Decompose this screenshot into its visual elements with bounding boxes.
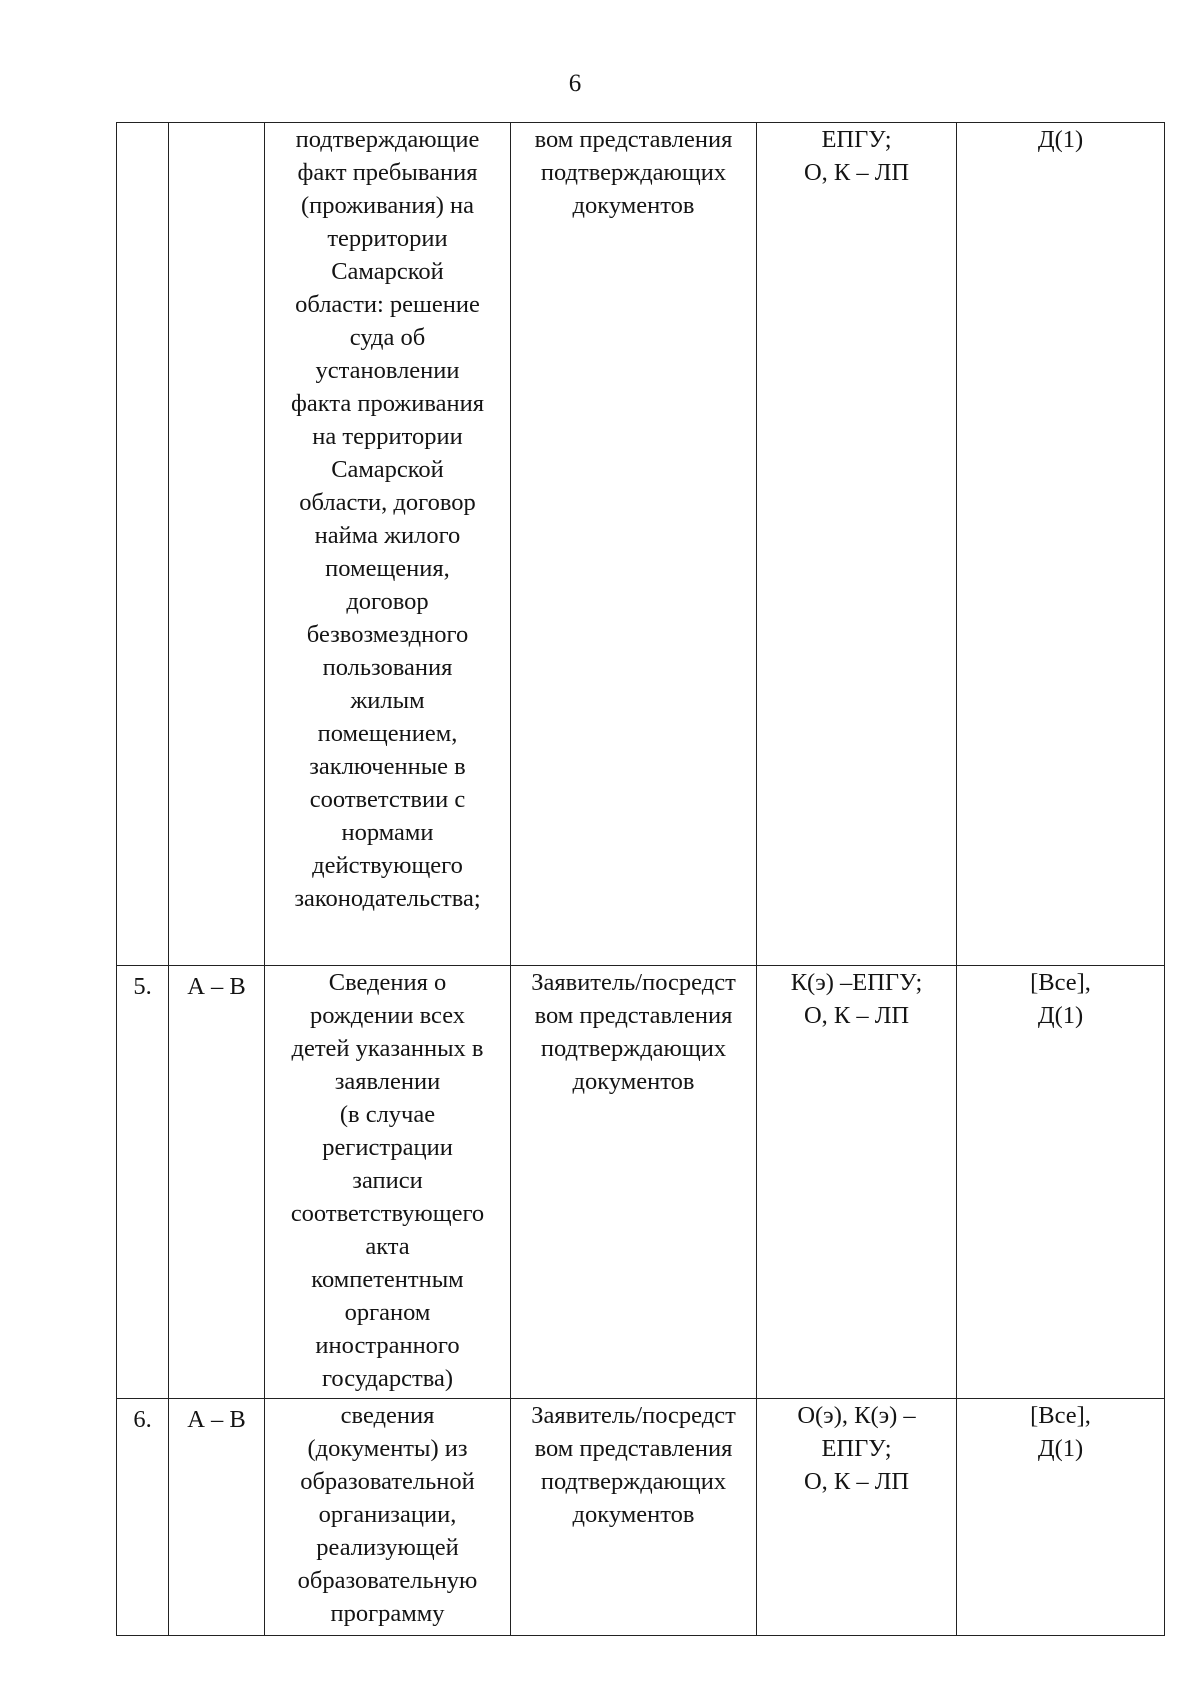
submission-method-cell: [511, 966, 757, 1399]
text-line: О, К – ЛП: [803, 1468, 910, 1495]
text-line: законодательства;: [294, 885, 481, 912]
text-line: факт пребывания: [297, 159, 478, 186]
scope: [963, 1399, 1158, 1465]
text-line: ЕПГУ;: [821, 126, 892, 153]
table-row: [117, 123, 1165, 966]
submission-method: [517, 123, 750, 222]
document-description: [271, 1399, 504, 1630]
text-line: области, договор: [299, 489, 476, 516]
text-line: установлении: [315, 357, 460, 384]
text-line: компетентным: [311, 1266, 464, 1293]
scope: [963, 966, 1158, 1032]
text-line: пользования: [322, 654, 453, 681]
text-line: органом: [344, 1299, 431, 1326]
text-line: ЕПГУ;: [821, 1435, 892, 1462]
text-line: О, К – ЛП: [803, 159, 910, 186]
text-line: вом представления: [534, 1435, 733, 1462]
requirements-table: [116, 122, 1165, 1636]
text-line: помещением,: [317, 720, 458, 747]
text-line: области: решение: [295, 291, 480, 318]
submission-channel-cell: [757, 1399, 957, 1636]
text-line: Заявитель/посредст: [531, 969, 736, 996]
submission-channel: [763, 1399, 950, 1498]
text-line: образовательной: [300, 1468, 475, 1495]
submission-method-cell: [511, 1399, 757, 1636]
submission-method: [517, 1399, 750, 1531]
text-line: Самарской: [331, 456, 444, 483]
text-line: жилым: [350, 687, 425, 714]
text-line: сведения: [340, 1402, 435, 1429]
text-line: программу: [330, 1600, 445, 1627]
text-line: Д(1): [1037, 1435, 1084, 1462]
text-line: Заявитель/посредст: [531, 1402, 736, 1429]
text-line: безвозмездного: [306, 621, 469, 648]
row-number-cell: [117, 966, 169, 1399]
text-line: регистрации: [322, 1134, 453, 1161]
submission-method-cell: [511, 123, 757, 966]
scope-cell: [957, 123, 1165, 966]
scope-cell: [957, 966, 1165, 1399]
text-line: записи: [352, 1167, 423, 1194]
text-line: документов: [572, 1068, 695, 1095]
text-line: детей указанных в: [291, 1035, 484, 1062]
text-line: [Все],: [1030, 1402, 1091, 1429]
applicant-category-cell: [169, 123, 265, 966]
submission-channel-cell: [757, 966, 957, 1399]
text-line: нормами: [341, 819, 434, 846]
text-line: найма жилого: [314, 522, 461, 549]
text-line: [Все],: [1030, 969, 1091, 996]
scope-cell: [957, 1399, 1165, 1636]
submission-channel: [763, 966, 950, 1032]
submission-method: [517, 966, 750, 1098]
text-line: рождении всех: [309, 1002, 465, 1029]
text-line: образовательную: [297, 1567, 478, 1594]
text-line: реализующей: [316, 1534, 459, 1561]
text-line: суда об: [349, 324, 426, 351]
text-line: государства): [321, 1365, 453, 1392]
text-line: Самарской: [331, 258, 444, 285]
text-line: факта проживания: [291, 390, 484, 417]
applicant-category: А – В: [187, 1406, 246, 1433]
text-line: (проживания) на: [300, 192, 475, 219]
text-line: Сведения о: [328, 969, 447, 996]
text-line: К(э) –ЕПГУ;: [790, 969, 923, 996]
text-line: вом представления: [534, 1002, 733, 1029]
applicant-category: А – В: [187, 973, 246, 1000]
submission-channel-cell: [757, 123, 957, 966]
text-line: на территории: [312, 423, 463, 450]
text-line: заключенные в: [309, 753, 466, 780]
document-description-cell: [265, 1399, 511, 1636]
scope: [963, 123, 1158, 156]
text-line: подтверждающие: [295, 126, 480, 153]
document-description-cell: [265, 123, 511, 966]
text-line: Д(1): [1037, 126, 1084, 153]
text-line: соответствующего: [290, 1200, 485, 1227]
applicant-category-cell: [169, 1399, 265, 1636]
text-line: (документы) из: [307, 1435, 468, 1462]
text-line: подтверждающих: [540, 1035, 727, 1062]
text-line: действующего: [312, 852, 463, 879]
text-line: (в случае: [339, 1101, 436, 1128]
text-line: помещения,: [325, 555, 450, 582]
page-number: 6: [568, 70, 582, 97]
row-number: 6.: [133, 1406, 152, 1433]
row-number: 5.: [133, 973, 152, 1000]
text-line: организации,: [318, 1501, 457, 1528]
text-line: заявлении: [334, 1068, 441, 1095]
text-line: вом представления: [534, 126, 733, 153]
row-number-cell: [117, 1399, 169, 1636]
submission-channel: [763, 123, 950, 189]
document-description: [271, 966, 504, 1395]
text-line: акта: [365, 1233, 410, 1260]
text-line: договор: [346, 588, 429, 615]
text-line: иностранного: [315, 1332, 460, 1359]
text-line: документов: [572, 1501, 695, 1528]
text-line: документов: [572, 192, 695, 219]
table-row: [117, 1399, 1165, 1636]
document-description: [271, 123, 504, 915]
text-line: подтверждающих: [540, 1468, 727, 1495]
text-line: подтверждающих: [540, 159, 727, 186]
text-line: Д(1): [1037, 1002, 1084, 1029]
text-line: территории: [327, 225, 448, 252]
row-number-cell: [117, 123, 169, 966]
document-description-cell: [265, 966, 511, 1399]
text-line: О, К – ЛП: [803, 1002, 910, 1029]
applicant-category-cell: [169, 966, 265, 1399]
table-row: [117, 966, 1165, 1399]
text-line: О(э), К(э) –: [797, 1402, 916, 1429]
text-line: соответствии с: [309, 786, 466, 813]
